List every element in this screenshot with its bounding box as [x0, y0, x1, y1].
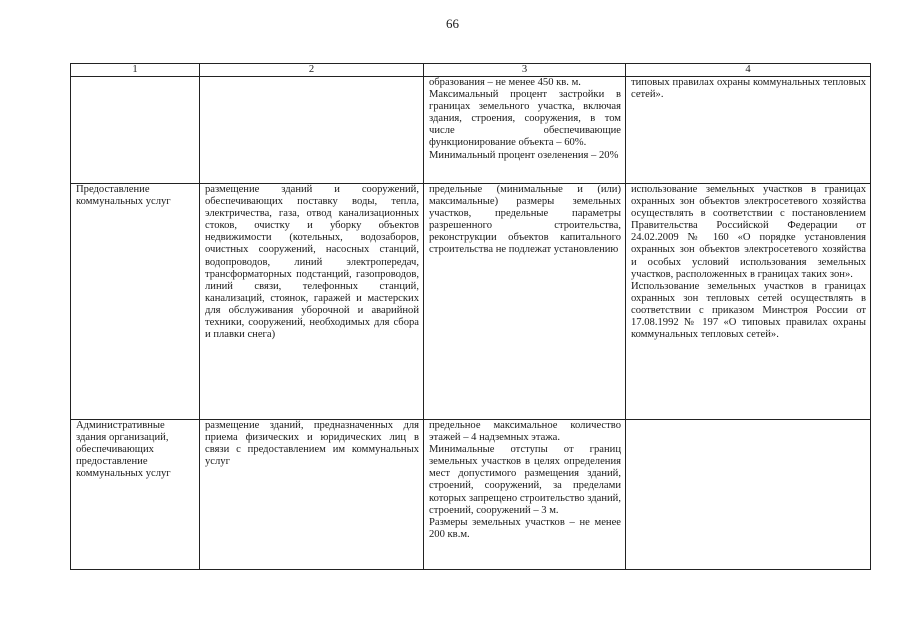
parameter-text: Размеры земельных участков – не менее 200 кв.м. — [429, 516, 621, 540]
parameter-text: образования – не менее 450 кв. м. — [429, 77, 581, 88]
restriction-text: использование земельных участков в границах охранных зон объектов электросетевого хозяйства осуществлять в соответствии с постановлением Правительства Российской Федерации от 24.02.2009 № 160 «О порядке установления охранных зон объектов электросетевого хозяйства и особых условий использования земельных участков, расположенных в границах таких зон». — [631, 184, 866, 280]
cell-parameters — [424, 420, 626, 570]
table-row — [71, 420, 871, 570]
restriction-text: Использование земельных участков в границах охранных зон тепловых сетей осуществлять в соответствии с приказом Минстроя России от 17.08.1992 № 197 «О типовых правилах охраны коммунальных тепловых сетей». — [631, 280, 866, 341]
cell-restrictions — [626, 420, 871, 570]
use-type-text: Административные здания организаций, обеспечивающих предоставление коммунальных услуг — [76, 420, 171, 480]
parameter-text: предельное максимальное количество этажей – 4 надземных этажа. — [429, 420, 621, 444]
header-row — [71, 64, 871, 77]
restriction-text: типовых правилах охраны коммунальных тепловых сетей». — [631, 77, 866, 101]
cell-restrictions — [626, 77, 871, 184]
cell-use-type — [71, 184, 200, 420]
description-text: размещение зданий, предназначенных для приема физических и юридических лиц в связи с предоставлением им коммунальных услуг — [205, 420, 419, 468]
description-text: размещение зданий и сооружений, обеспечивающих поставку воды, тепла, электричества, газа, отвод канализационных стоков, очистку и уборку объектов недвижимости (котельных, водозаборов, очистных сооружений, насосных станций, водопроводов, линий электропередач, трансформаторных подстанций, газопроводов, линий связи, телефонных станций, канализаций, стоянок, гаражей и мастерских для обслуживания уборочной и аварийной техники, сооружений, необходимых для сбора и плавки снега) — [205, 184, 419, 341]
cell-description — [200, 77, 424, 184]
land-use-table — [70, 63, 871, 570]
header-cell-4: 4 — [626, 64, 871, 77]
parameter-text: Минимальные отступы от границ земельных участков в целях определения мест допустимого размещения зданий, строений, сооружений, за пределами которых запрещено строительство зданий, строений, сооружений – 3 м. — [429, 444, 621, 516]
table-row — [71, 184, 871, 420]
cell-use-type — [71, 77, 200, 184]
header-cell-1: 1 — [71, 64, 200, 77]
table-row — [71, 77, 871, 184]
header-cell-3: 3 — [424, 64, 626, 77]
cell-description — [200, 420, 424, 570]
cell-restrictions — [626, 184, 871, 420]
cell-parameters — [424, 77, 626, 184]
page-number: 66 — [446, 16, 459, 31]
cell-parameters — [424, 184, 626, 420]
parameter-text: предельные (минимальные и (или) максимальные) размеры земельных участков, предельные параметры разрешенного строительства, реконструкции объектов капитального строительства не подлежат установлению — [429, 184, 621, 256]
parameter-text: Максимальный процент застройки в границах земельного участка, включая здания, строения, сооружения, в том числе обеспечивающие функционирование объекта – 60%. — [429, 89, 621, 149]
cell-use-type — [71, 420, 200, 570]
parameter-text: Минимальный процент озеленения – 20% — [429, 149, 619, 161]
cell-description — [200, 184, 424, 420]
header-cell-2: 2 — [200, 64, 424, 77]
use-type-text: Предоставление коммунальных услуг — [76, 184, 171, 208]
